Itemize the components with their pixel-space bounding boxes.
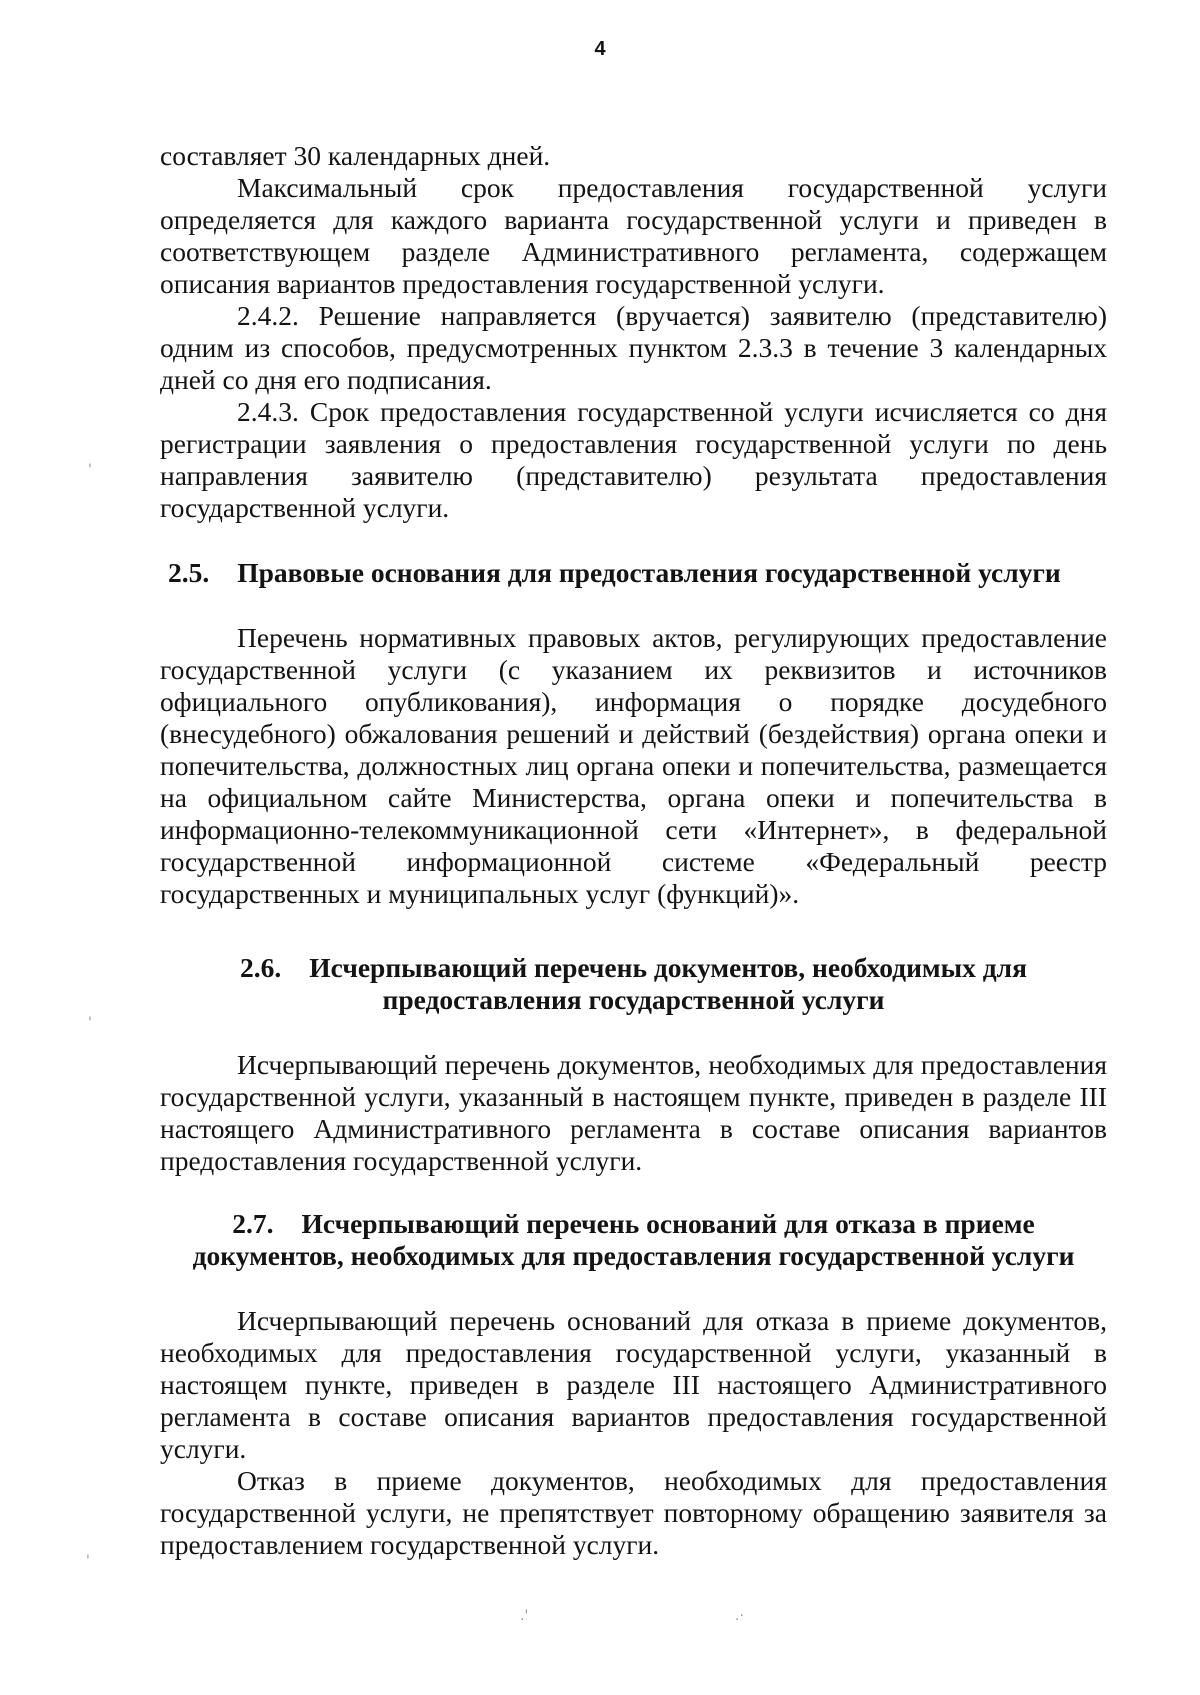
section-heading-2-6: [160, 952, 1107, 1016]
paragraph-2-6: Исчерпывающий перечень документов, необходимых для предоставления государственной услуги, указанный в настоящем пункте, приведен в разделе III настоящего Административного регламента в составе описания вариантов предоставления государственной услуги.: [160, 1049, 1107, 1176]
scan-speck: .': [520, 1608, 529, 1624]
section-title-line-2: предоставления государственной услуги: [382, 984, 885, 1015]
section-title: Правовые основания для предоставления государственной услуги: [237, 557, 1061, 588]
scan-speck: .·: [735, 1608, 744, 1624]
section-number: 2.7.: [232, 1208, 274, 1239]
paragraph-2-7-1: Исчерпывающий перечень оснований для отказа в приеме документов, необходимых для предоставления государственной услуги, указанный в настоящем пункте, приведен в разделе III настоящего Административного регламента в составе описания вариантов предоставления государственной услуги.: [160, 1305, 1107, 1464]
section-number: 2.5.: [168, 557, 210, 588]
paragraph-2-4-3: 2.4.3. Срок предоставления государственной услуги исчисляется со дня регистрации заявления о предоставления государственной услуги по день направления заявителю (представителю) результата предоставления государственной услуги.: [160, 396, 1107, 523]
paragraph-continuation: составляет 30 календарных дней.: [160, 140, 551, 171]
paragraph-2-5: Перечень нормативных правовых актов, регулирующих предоставление государственной услуги (с указанием их реквизитов и источников официального опубликования), информация о порядке досудебного (внесудебного) обжалования решений и действий (бездействия) органа опеки и попечительства, должностных лиц органа опеки и попечительства, размещается на официальном сайте Министерства, органа опеки и попечительства в информационно-телекоммуникационной сети «Интернет», в федеральной государственной информационной системе «Федеральный реестр государственных и муниципальных услуг (функций)».: [160, 622, 1107, 909]
section-title-line-1: Исчерпывающий перечень оснований для отказа в приеме: [301, 1208, 1035, 1239]
paragraph-max-term: Максимальный срок предоставления государственной услуги определяется для каждого варианта государственной услуги и приведен в соответствующем разделе Административного регламента, содержащем описания вариантов предоставления государственной услуги.: [160, 172, 1107, 299]
scan-speck: ': [86, 1553, 90, 1569]
paragraph-2-7-2: Отказ в приеме документов, необходимых для предоставления государственной услуги, не препятствует повторному обращению заявителя за предоставлением государственной услуги.: [160, 1465, 1107, 1560]
section-number: 2.6.: [240, 952, 282, 983]
page-number: 4: [594, 38, 606, 60]
scan-speck: ': [88, 1015, 92, 1031]
section-title-line-1: Исчерпывающий перечень документов, необходимых для: [309, 952, 1027, 983]
document-body: [160, 140, 1107, 1561]
section-title-line-2: документов, необходимых для предоставления государственной услуги: [192, 1240, 1075, 1271]
section-heading-2-5: [160, 557, 1107, 589]
section-heading-2-7: [160, 1208, 1107, 1272]
paragraph-2-4-2: 2.4.2. Решение направляется (вручается) заявителю (представителю) одним из способов, предусмотренных пунктом 2.3.3 в течение 3 календарных дней со дня его подписания.: [160, 300, 1107, 395]
scan-speck: ': [88, 462, 92, 478]
